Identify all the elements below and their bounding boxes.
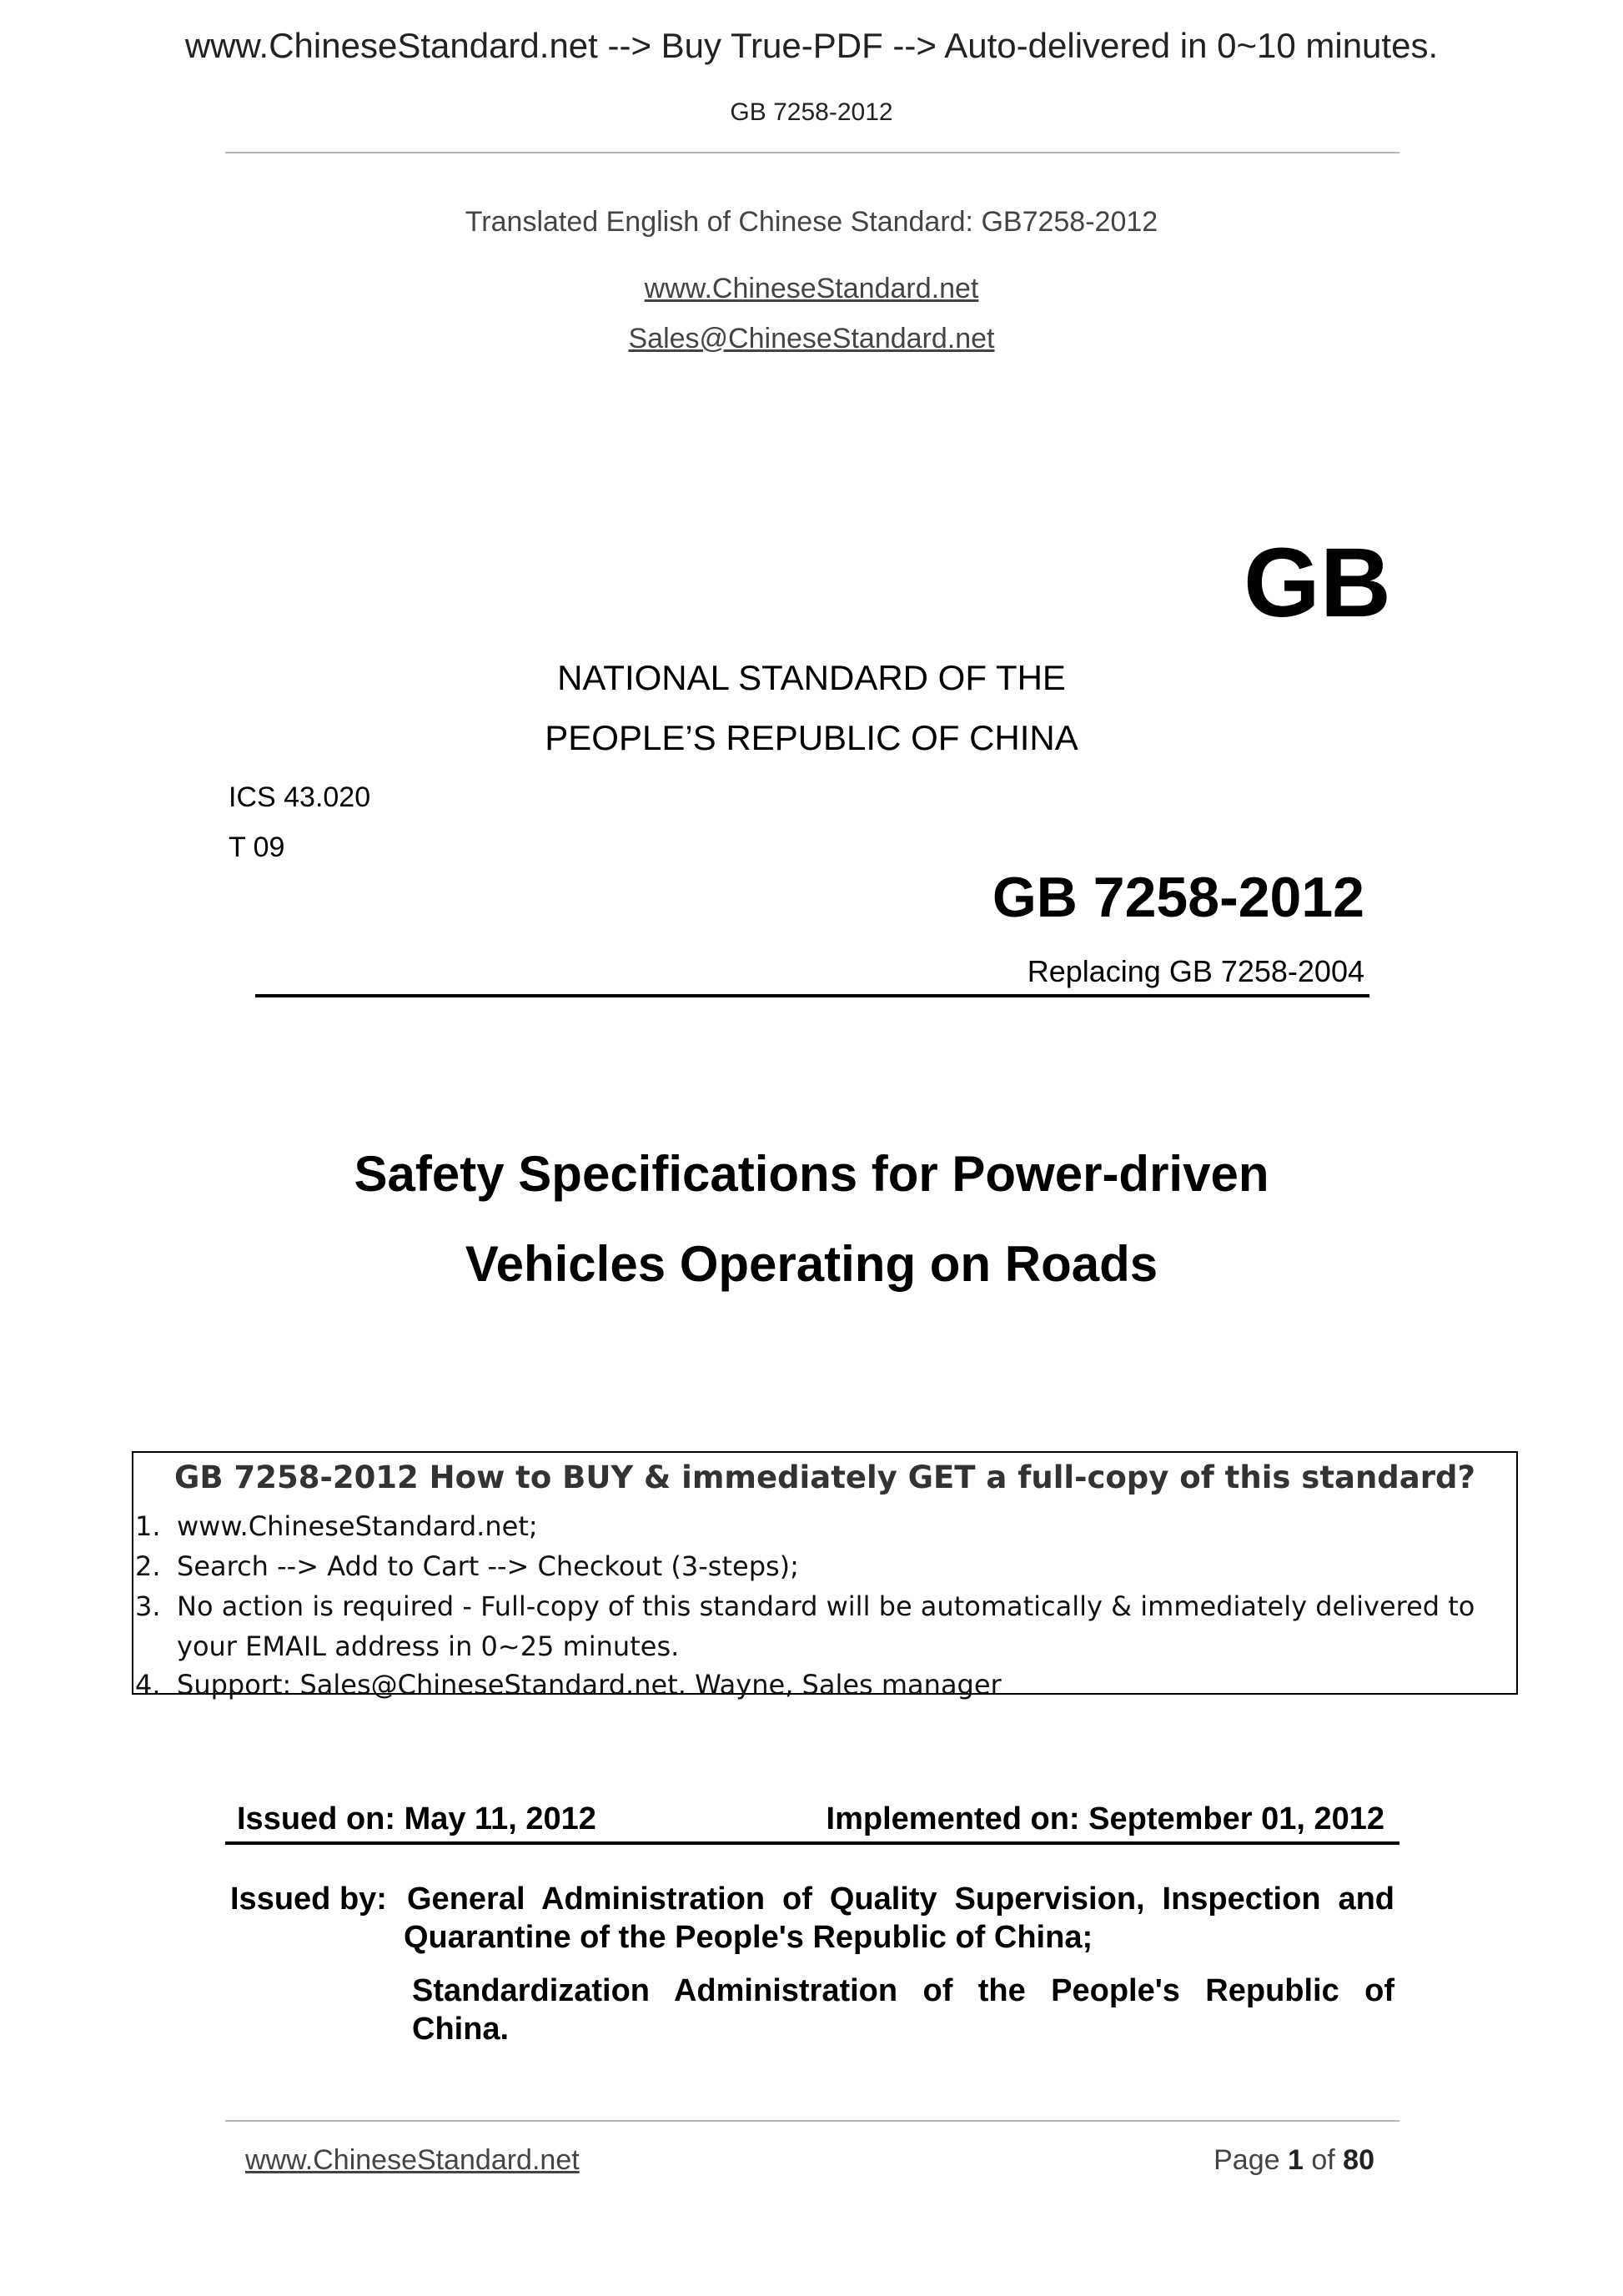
buy-step-3-continued: your EMAIL address in 0~25 minutes.: [177, 1630, 680, 1662]
page-total: 80: [1343, 2144, 1374, 2176]
buy-step-number: 1.: [135, 1510, 161, 1542]
issue-dates-row: [237, 1800, 1401, 1841]
header-standard-number: GB 7258-2012: [730, 98, 893, 126]
national-standard-line-2: PEOPLE’S REPUBLIC OF CHINA: [545, 718, 1078, 757]
issue-divider: [225, 1841, 1399, 1845]
translated-notice: Translated English of Chinese Standard: GB7258-2012: [465, 206, 1158, 238]
buy-step-1: [135, 1508, 538, 1545]
website-link[interactable]: www.ChineseStandard.net: [644, 273, 979, 304]
national-standard-line-1: NATIONAL STANDARD OF THE: [557, 658, 1066, 697]
implemented-on-date: Implemented on: September 01, 2012: [826, 1801, 1384, 1836]
issuer-1-line-2: Quarantine of the People's Republic of China;: [404, 1920, 1093, 1955]
issued-on-date: Issued on: May 11, 2012: [237, 1801, 596, 1836]
buy-step-text[interactable]: www.ChineseStandard.net;: [177, 1510, 538, 1542]
issued-by-label: Issued by:: [230, 1882, 387, 1917]
document-title-line-1: Safety Specifications for Power-driven: [354, 1146, 1269, 1202]
buy-box-title: GB 7258-2012 How to BUY & immediately GET a full-copy of this standard?: [174, 1459, 1475, 1495]
buy-step-3: [135, 1588, 1475, 1625]
page-prefix: Page: [1213, 2144, 1280, 2176]
page-of: of: [1311, 2144, 1335, 2176]
buy-step-text: No action is required - Full-copy of this standard will be automatically & immediately delivered to: [177, 1590, 1475, 1622]
t-code: T 09: [229, 831, 285, 863]
standard-divider: [255, 994, 1369, 997]
sales-email-link[interactable]: Sales@ChineseStandard.net: [628, 323, 995, 354]
document-title-line-2: Vehicles Operating on Roads: [465, 1236, 1158, 1292]
buy-instructions-box: [132, 1451, 1518, 1701]
buy-step-2: [135, 1548, 799, 1585]
page-current: 1: [1287, 2144, 1304, 2176]
header-banner: www.ChineseStandard.net --> Buy True-PDF --> Auto-delivered in 0~10 minutes.: [184, 26, 1439, 65]
issuer-2-line-2: China.: [412, 2012, 510, 2047]
buy-step-4: [135, 1666, 1002, 1703]
ics-code: ICS 43.020: [229, 781, 371, 813]
issuer-1-line-1: General Administration of Quality Supervision, Inspection and: [407, 1882, 1394, 1917]
buy-step-text: Support: Sales@ChineseStandard.net. Wayne, Sales manager: [177, 1669, 1002, 1701]
replacing-note: Replacing GB 7258-2004: [1027, 954, 1364, 988]
page-indicator: [1213, 2143, 1374, 2177]
issuer-2-line-1: Standardization Administration of the People's Republic of: [412, 1973, 1394, 2008]
buy-step-number: 3.: [135, 1590, 161, 1622]
header-divider: [225, 152, 1399, 153]
buy-step-number: 2.: [135, 1550, 161, 1582]
standard-number: GB 7258-2012: [992, 866, 1364, 929]
buy-step-text: Search --> Add to Cart --> Checkout (3-steps);: [177, 1550, 799, 1582]
buy-step-number: 4.: [135, 1669, 161, 1701]
footer-divider: [225, 2120, 1399, 2122]
gb-mark: GB: [1244, 528, 1391, 638]
footer-website-link[interactable]: www.ChineseStandard.net: [245, 2144, 580, 2176]
